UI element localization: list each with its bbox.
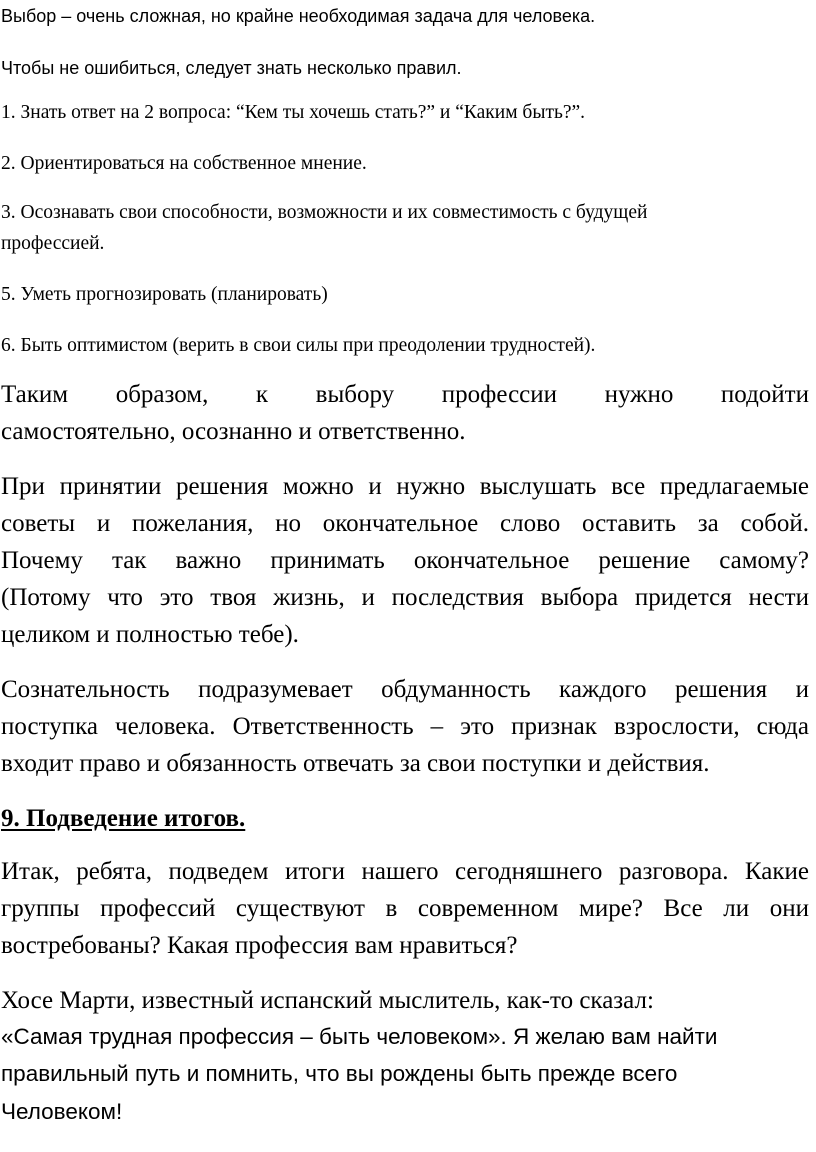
- rule-3-line-2: профессией.: [1, 233, 105, 254]
- section-9-p1-line-3: востребованы? Какая профессия вам нравиться?: [1, 932, 518, 959]
- conclusion-p2-line-1: При принятии решения можно и нужно выслушать все предлагаемые: [1, 473, 809, 500]
- rule-6: 6. Быть оптимистом (верить в свои силы при преодолении трудностей).: [1, 335, 596, 356]
- quote-line-2: «Самая трудная профессия – быть человеком». Я желаю вам найти: [1, 1024, 718, 1049]
- conclusion-p2-line-2: советы и пожелания, но окончательное слово оставить за собой.: [1, 510, 809, 537]
- quote-line-1: Хосе Марти, известный испанский мыслитель, как-то сказал:: [1, 987, 654, 1014]
- conclusion-p2-line-4: (Потому что это твоя жизнь, и последствия выбора придется нести: [1, 584, 809, 611]
- rule-5: 5. Уметь прогнозировать (планировать): [1, 284, 328, 305]
- intro-line-2: Чтобы не ошибиться, следует знать несколько правил.: [1, 58, 462, 78]
- rule-1: 1. Знать ответ на 2 вопроса: “Кем ты хочешь стать?” и “Каким быть?”.: [1, 102, 586, 123]
- conclusion-p1-line-1: Таким образом, к выбору профессии нужно подойти: [1, 381, 809, 408]
- section-9-heading: 9. Подведение итогов.: [1, 805, 246, 832]
- intro-line-1: Выбор – очень сложная, но крайне необходимая задача для человека.: [1, 6, 596, 26]
- conclusion-p2-line-3: Почему так важно принимать окончательное решение самому?: [1, 547, 809, 574]
- section-9-p1-line-2: группы профессий существуют в современном мире? Все ли они: [1, 895, 809, 922]
- section-9-p1-line-1: Итак, ребята, подведем итоги нашего сегодняшнего разговора. Какие: [1, 858, 809, 885]
- conclusion-p3-line-2: поступка человека. Ответственность – это признак взрослости, сюда: [1, 713, 809, 740]
- quote-line-3: правильный путь и помнить, что вы рождены быть прежде всего: [1, 1061, 678, 1086]
- conclusion-p3-line-1: Сознательность подразумевает обдуманность каждого решения и: [1, 676, 809, 703]
- conclusion-p1-line-2: самостоятельно, осознанно и ответственно.: [1, 418, 466, 445]
- quote-line-4: Человеком!: [1, 1099, 123, 1124]
- conclusion-p3-line-3: входит право и обязанность отвечать за свои поступки и действия.: [1, 750, 710, 777]
- rule-3-line-1: 3. Осознавать свои способности, возможности и их совместимость с будущей: [1, 202, 648, 223]
- rule-2: 2. Ориентироваться на собственное мнение.: [1, 153, 367, 174]
- conclusion-p2-line-5: целиком и полностью тебе).: [1, 621, 299, 648]
